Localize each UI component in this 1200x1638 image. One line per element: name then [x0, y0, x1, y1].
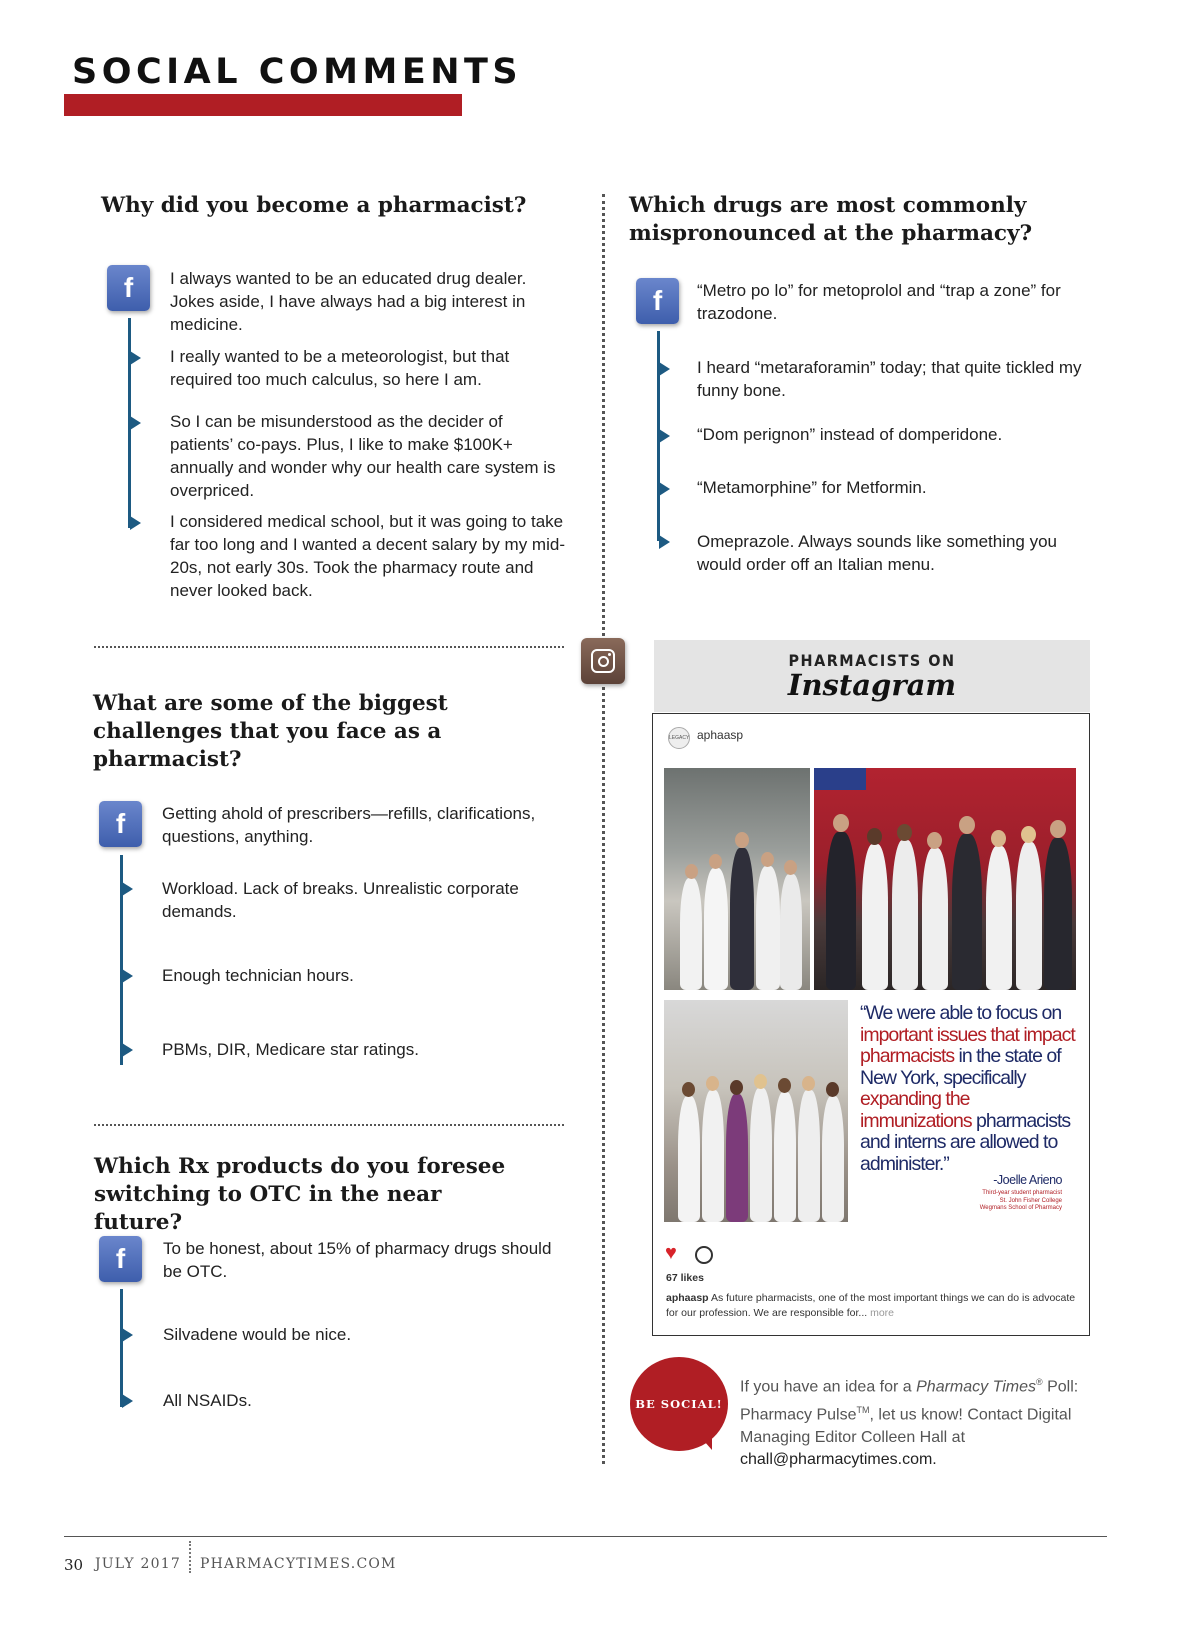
site-name: PHARMACYTIMES.COM [200, 1556, 397, 1572]
quote-segment: in the state of New York, specifically [860, 1045, 1061, 1089]
arrow-right-icon [122, 1043, 133, 1057]
more-link[interactable]: more [867, 1307, 894, 1319]
group-photo [814, 768, 1076, 990]
quote-segment: “We were able to focus on [860, 1002, 1062, 1024]
footer-rule [64, 1536, 1107, 1537]
facebook-icon: f [99, 801, 142, 847]
arrow-right-icon [659, 362, 670, 376]
instagram-icon [581, 638, 625, 684]
quote-segment: important issues that impact pharmacists [860, 1023, 1075, 1067]
credential-line: Wegmans School of Pharmacy [979, 1205, 1062, 1211]
credential-line: St. John Fisher College [999, 1197, 1062, 1204]
quote-credentials [900, 1190, 1062, 1213]
question-heading: What are some of the biggest challenges that you face as a pharmacist? [93, 691, 448, 772]
arrow-right-icon [122, 1328, 133, 1342]
footer-separator [189, 1541, 191, 1573]
be-social-badge: BE SOCIAL! [630, 1357, 728, 1451]
be-social-text [740, 1371, 1120, 1472]
pull-quote [860, 1003, 1080, 1175]
answer-text: To be honest, about 15% of pharmacy drugs should be OTC. [163, 1239, 552, 1281]
answer-text: So I can be misunderstood as the decider of patients’ co-pays. Plus, I like to make $100K+ annually and wonder why our health care system is overpriced. [170, 412, 556, 500]
answer-text: I considered medical school, but it was going to take far too long and I wanted a decent salary by my mid-20s, not early 30s. Took the pharmacy route and never looked back. [170, 512, 565, 600]
answer-text: “Metro po lo” for metoprolol and “trap a zone” for trazodone. [697, 281, 1061, 323]
arrow-right-icon [122, 969, 133, 983]
likes-count: 67 likes [666, 1272, 704, 1284]
instagram-wordmark: Instagram [787, 668, 957, 702]
text-run: If you have an idea for a [740, 1378, 917, 1396]
avatar: LEGACY [668, 727, 690, 749]
answer-text: “Dom perignon” instead of domperidone. [697, 425, 1003, 444]
registered-mark: ® [1036, 1377, 1043, 1387]
facebook-icon: f [99, 1236, 142, 1282]
answer-text: I always wanted to be an educated drug dealer. Jokes aside, I have always had a big interest in medicine. [170, 269, 527, 334]
question-heading: Why did you become a pharmacist? [101, 193, 527, 218]
answer-text: I heard “metaraforamin” today; that quite tickled my funny bone. [697, 358, 1082, 400]
section-divider [94, 646, 564, 648]
question-heading: Which Rx products do you foresee switching to OTC in the near future? [94, 1154, 506, 1235]
post-caption [666, 1291, 1076, 1321]
answer-text: Omeprazole. Always sounds like something you would order off an Italian menu. [697, 532, 1058, 574]
section-title: SOCIAL COMMENTS [72, 52, 523, 92]
answer-text: Workload. Lack of breaks. Unrealistic corporate demands. [162, 879, 519, 921]
facebook-icon: f [636, 278, 679, 324]
answer-text: PBMs, DIR, Medicare star ratings. [162, 1040, 419, 1059]
quote-attribution: -Joelle Arieno [993, 1173, 1062, 1187]
arrow-right-icon [659, 535, 670, 549]
arrow-right-icon [659, 482, 670, 496]
quote-segment: expanding the immunizations [860, 1088, 977, 1132]
quote-segment: pharmacists and interns are allowed to administer.” [860, 1109, 1071, 1175]
issue-date: JULY 2017 [95, 1556, 181, 1572]
section-divider [94, 1124, 564, 1126]
arrow-right-icon [130, 516, 141, 530]
instagram-header-label: PHARMACISTS ON [788, 651, 956, 670]
facebook-icon: f [107, 265, 150, 311]
email-link[interactable]: chall@pharmacytimes.com [740, 1451, 933, 1469]
credential-line: Third-year student pharmacist [982, 1190, 1062, 1196]
arrow-right-icon [130, 351, 141, 365]
arrow-right-icon [122, 1394, 133, 1408]
answer-text: All NSAIDs. [163, 1391, 252, 1410]
caption-text: As future pharmacists, one of the most important things we can do is advocate for our profession. We are responsible for... [666, 1292, 1076, 1319]
text-run: Poll: Pharmacy Pulse [740, 1378, 1079, 1424]
column-divider [602, 194, 605, 1464]
instagram-username: aphaasp [697, 728, 744, 742]
question-heading: Which drugs are most commonly mispronounced at the pharmacy? [629, 193, 1033, 246]
arrow-right-icon [130, 416, 141, 430]
timeline-line [120, 1289, 123, 1407]
heart-icon: ♥ [665, 1242, 677, 1264]
arrow-right-icon [659, 429, 670, 443]
trademark: TM [856, 1404, 870, 1415]
comment-icon [695, 1246, 713, 1264]
answer-text: Getting ahold of prescribers—refills, clarifications, questions, anything. [162, 804, 536, 846]
caption-username: aphaasp [666, 1292, 709, 1304]
page-number: 30 [64, 1556, 84, 1574]
answer-text: Silvadene would be nice. [163, 1325, 352, 1344]
arrow-right-icon [122, 882, 133, 896]
answer-text: I really wanted to be a meteorologist, but that required too much calculus, so here I am. [170, 347, 510, 389]
answer-text: Enough technician hours. [162, 966, 354, 985]
text-run: . [932, 1451, 937, 1469]
text-run: , let us know! Contact Digital Managing Editor Colleen Hall at [740, 1406, 1072, 1446]
title-underline-bar [64, 94, 462, 116]
answer-text: “Metamorphine” for Metformin. [697, 478, 927, 497]
group-photo [664, 768, 810, 990]
group-photo [664, 1000, 848, 1222]
publication-name: Pharmacy Times [916, 1378, 1037, 1396]
